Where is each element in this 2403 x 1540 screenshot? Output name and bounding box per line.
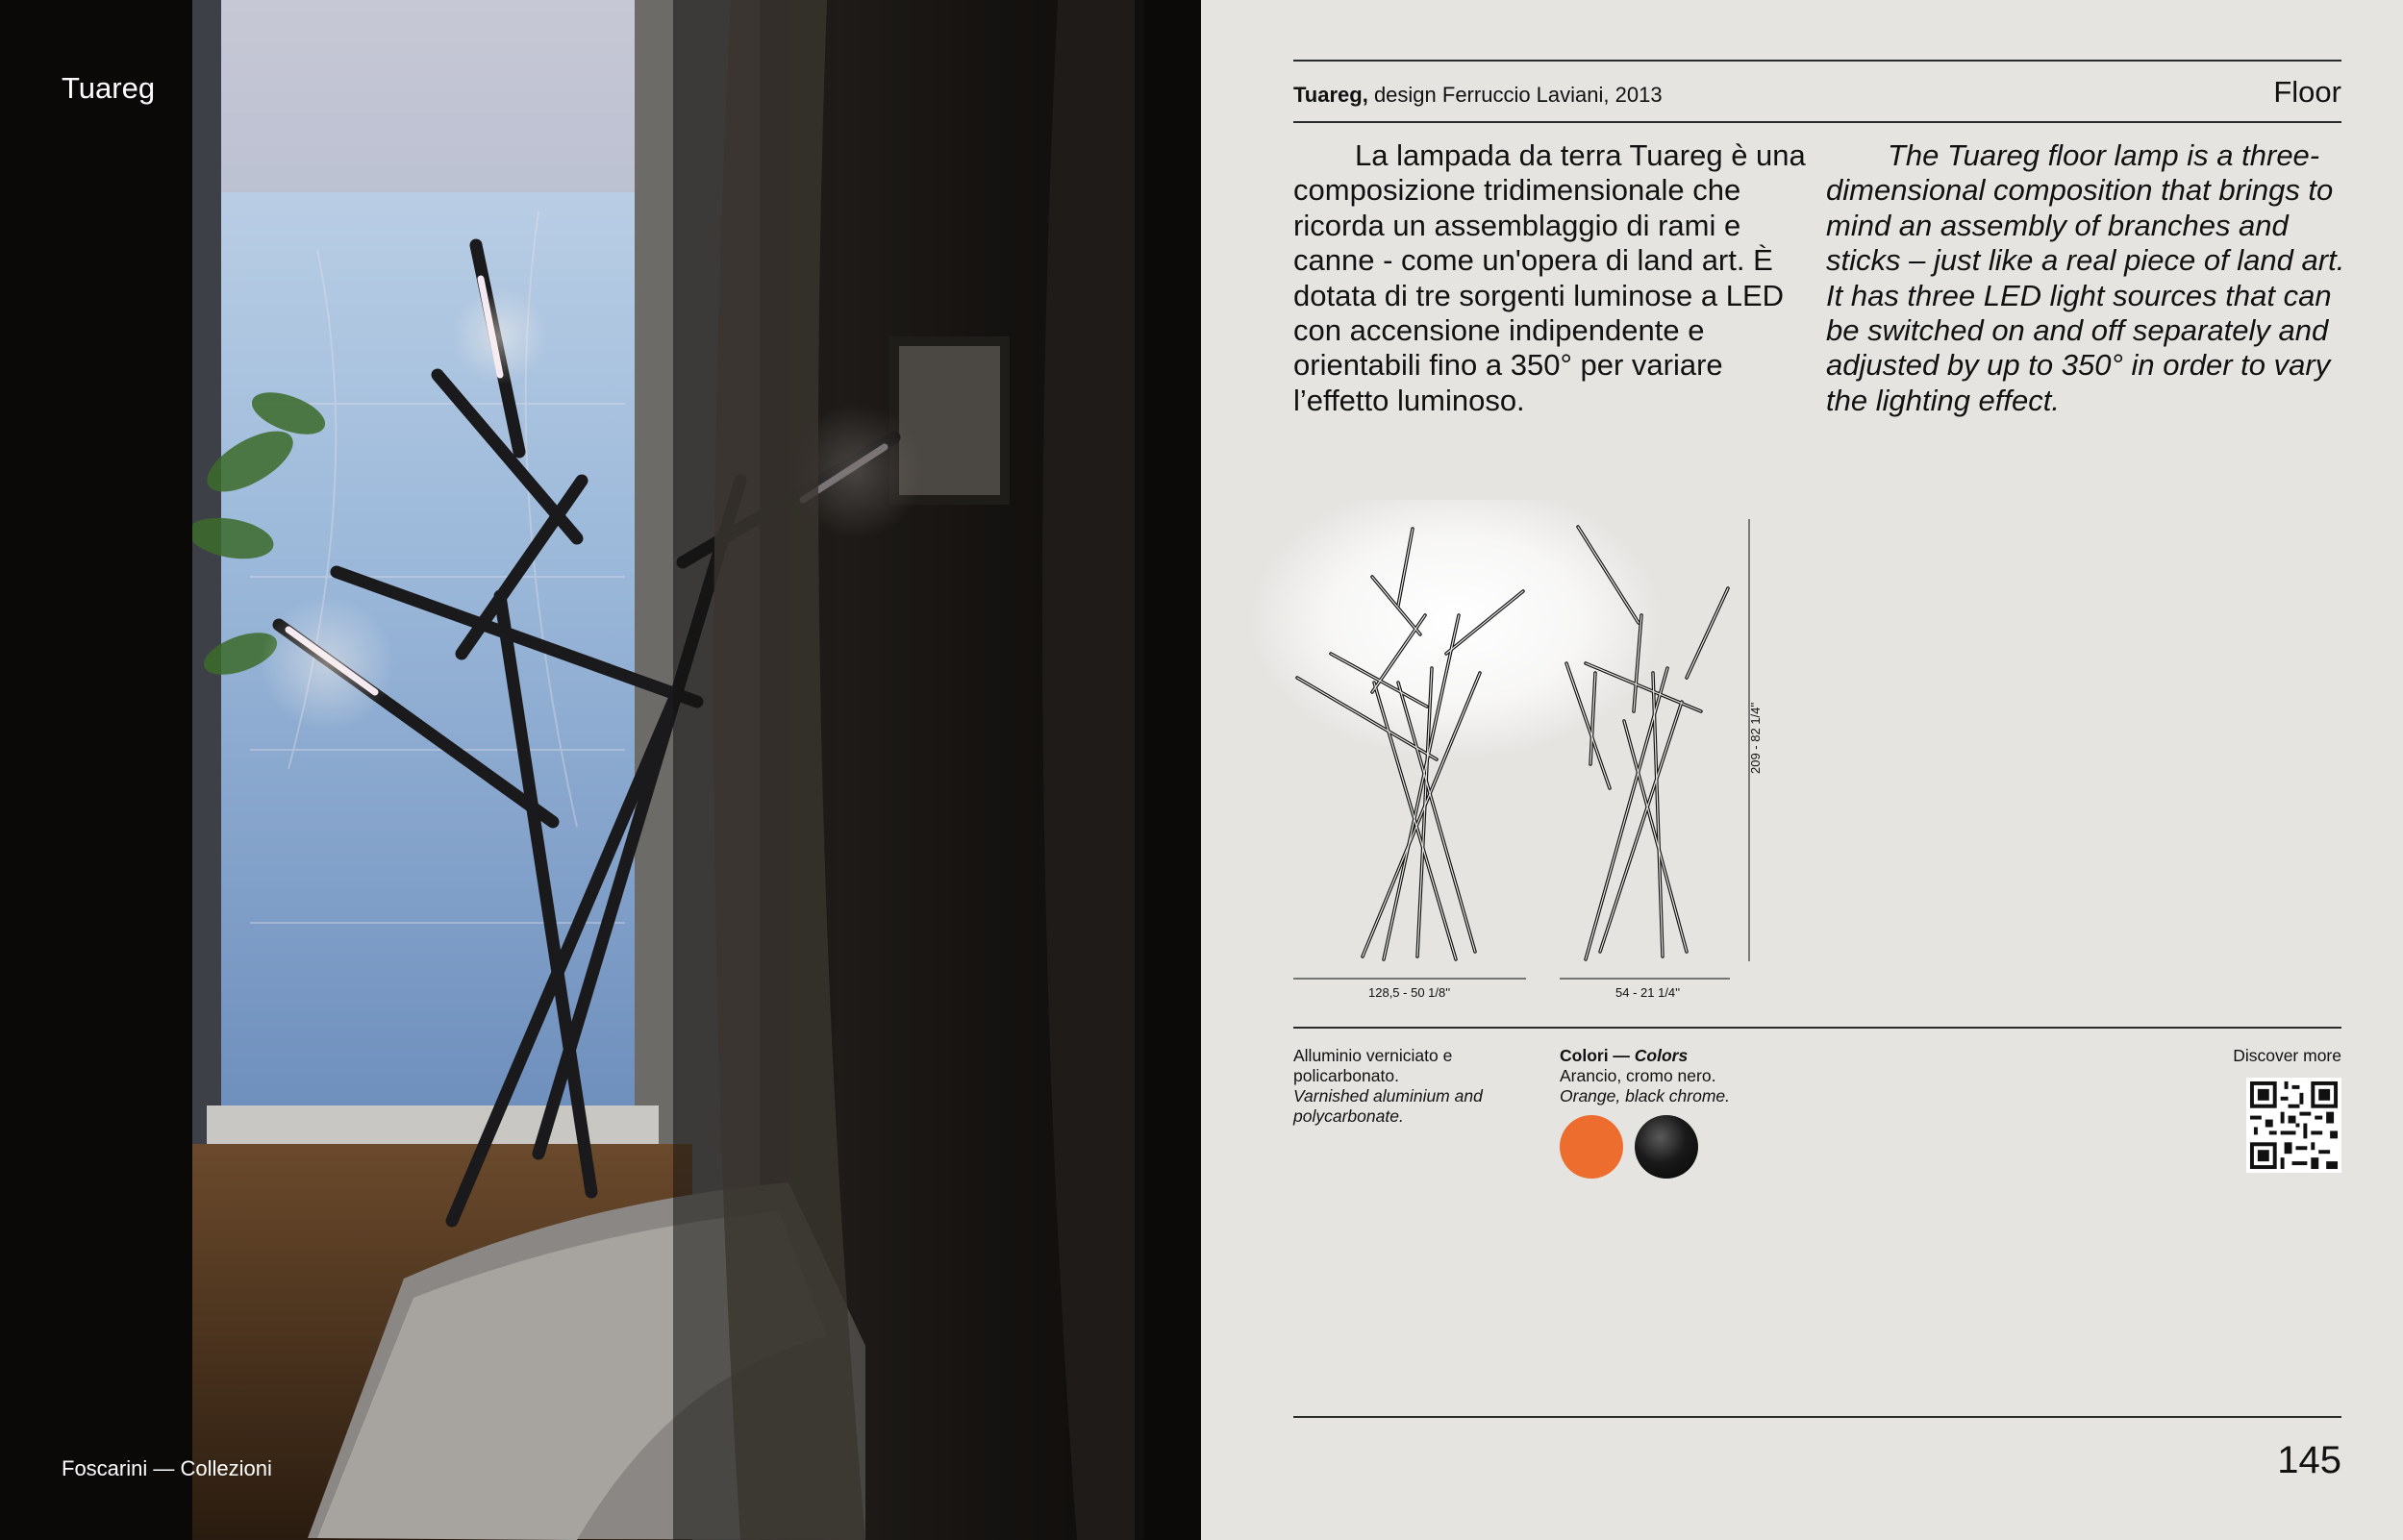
discover-more-label: Discover more (2233, 1046, 2341, 1065)
designer-credit: design Ferruccio Laviani, 2013 (1367, 83, 1663, 107)
height-label: 209 - 82 1/4'' (1748, 702, 1763, 774)
colors-heading: Colori — Colors (1560, 1046, 1689, 1065)
materials (1293, 1046, 1543, 1127)
product-category: Floor (2273, 75, 2341, 109)
description-italian: La lampada da terra Tuareg è una composizione tridimensionale che ricorda un assemblaggio di rami e canne - come un'opera di land art. È dotata di tre sorgenti luminose a LED con accensione indipendente e orientabili fino a 350° per variare l’effetto luminoso. (1293, 138, 1806, 417)
colors-italian: Arancio, cromo nero. (1560, 1066, 1716, 1085)
swatch-black-chrome (1635, 1115, 1698, 1179)
swatch-orange (1560, 1115, 1623, 1179)
colors-english: Orange, black chrome. (1560, 1086, 1731, 1105)
photo-title: Tuareg (62, 71, 156, 105)
product-name: Tuareg, (1293, 83, 1368, 107)
top-rule (1293, 60, 2341, 62)
product-photo (0, 0, 1201, 1540)
room-photo-illustration (0, 0, 1201, 1540)
specs-rule (1293, 1027, 2341, 1029)
width-front-label: 128,5 - 50 1/8'' (1368, 985, 1451, 1000)
footer-rule (1293, 1416, 2341, 1418)
width-side-label: 54 - 21 1/4'' (1615, 985, 1681, 1000)
header-rule (1293, 121, 2341, 123)
materials-italian: Alluminio verniciato e policarbonato. (1293, 1046, 1453, 1085)
materials-english: Varnished aluminium and polycarbonate. (1293, 1086, 1483, 1126)
qr-code-icon (2246, 1078, 2341, 1173)
catalog-footer: Foscarini — Collezioni (62, 1456, 272, 1480)
colors (1560, 1046, 1848, 1106)
technical-drawings (1201, 500, 1797, 1019)
product-credit (1293, 83, 1663, 108)
description-english: The Tuareg floor lamp is a three-dimensional composition that brings to mind an assembly of branches and sticks – just like a real piece of land art. It has three LED light sources that can be switched on and off separately and adjusted by up to 350° in order to vary the lighting effect. (1826, 138, 2345, 417)
page-number: 145 (2277, 1439, 2341, 1481)
qr-code[interactable] (2246, 1078, 2341, 1173)
